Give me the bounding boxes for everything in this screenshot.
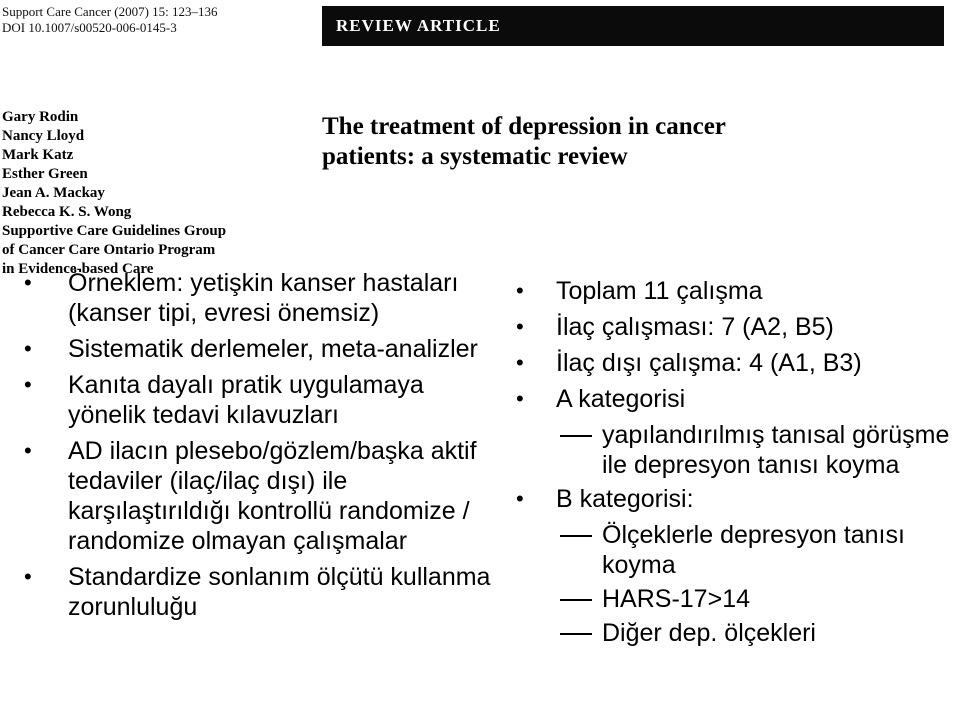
bullet-item: [516, 276, 960, 306]
bullet-text: Toplam 11 çalışma: [556, 277, 763, 305]
bullet-icon: •: [516, 314, 524, 339]
bullet-item: [24, 334, 504, 364]
article-type-label: REVIEW ARTICLE: [336, 16, 501, 35]
left-bullet-column: [24, 268, 504, 628]
author-name: Gary Rodin: [2, 109, 79, 125]
author-name: Esther Green: [2, 166, 88, 182]
paper-title-line-2: patients: a systematic review: [322, 143, 628, 170]
bullet-icon: •: [24, 372, 32, 397]
bullet-icon: •: [516, 486, 524, 511]
sub-bullet-text: HARS-17>14: [602, 585, 750, 613]
dash-icon: [560, 535, 592, 537]
bullet-text: B kategorisi:: [556, 485, 694, 513]
bullet-text: Kanıta dayalı pratik uygulamaya yönelik tedavi kılavuzları: [68, 371, 424, 429]
article-type-banner: [322, 6, 944, 46]
bullet-text: Sistematik derlemeler, meta-analizler: [68, 335, 478, 363]
bullet-text: Standardize sonlanım ölçütü kullanma zorunluluğu: [68, 563, 491, 621]
bullet-item: [516, 484, 960, 514]
bullet-item: [516, 384, 960, 414]
right-bullet-list: [516, 276, 960, 648]
dash-icon: [560, 633, 592, 635]
bullet-item: [516, 312, 960, 342]
sub-bullet-item: [516, 420, 960, 480]
bullet-icon: •: [516, 386, 524, 411]
bullet-item: [24, 562, 504, 622]
bullet-text: Örneklem: yetişkin kanser hastaları (kanser tipi, evresi önemsiz): [68, 269, 459, 327]
bullet-text: İlaç dışı çalışma: 4 (A1, B3): [556, 349, 862, 377]
sub-bullet-text: Diğer dep. ölçekleri: [602, 619, 816, 647]
bullet-icon: •: [24, 438, 32, 463]
sub-bullet-text: Ölçeklerle depresyon tanısı koyma: [602, 521, 905, 579]
dash-icon: [560, 599, 592, 601]
bullet-icon: •: [516, 350, 524, 375]
bullet-text: AD ilacın plesebo/gözlem/başka aktif tedaviler (ilaç/ilaç dışı) ile karşılaştırıldığı kontrollü randomize / randomize olmayan çalışmalar: [68, 437, 477, 555]
right-bullet-column: [516, 276, 960, 652]
author-group: in Evidence-based Care: [2, 261, 154, 277]
journal-citation: [2, 4, 218, 36]
sub-bullet-item: [516, 520, 960, 580]
author-group: Supportive Care Guidelines Group: [2, 223, 227, 239]
citation-line-2: DOI 10.1007/s00520-006-0145-3: [2, 20, 177, 35]
paper-title-line-1: The treatment of depression in cancer: [322, 113, 726, 140]
bullet-item: [24, 370, 504, 430]
bullet-icon: •: [516, 278, 524, 303]
bullet-item: [516, 348, 960, 378]
bullet-text: A kategorisi: [556, 385, 686, 413]
sub-bullet-text: yapılandırılmış tanısal görüşme ile depresyon tanısı koyma: [602, 421, 950, 479]
author-name: Rebecca K. S. Wong: [2, 204, 132, 220]
author-list: [2, 108, 226, 279]
bullet-item: [24, 436, 504, 556]
author-name: Nancy Lloyd: [2, 128, 85, 144]
bullet-icon: •: [24, 336, 32, 361]
left-bullet-list: [24, 268, 504, 622]
sub-bullet-item: [516, 584, 960, 614]
author-group: of Cancer Care Ontario Program: [2, 242, 216, 258]
author-name: Mark Katz: [2, 147, 74, 163]
dash-icon: [560, 435, 592, 437]
sub-bullet-item: [516, 618, 960, 648]
citation-line-1: Support Care Cancer (2007) 15: 123–136: [2, 4, 218, 19]
paper-title: [322, 112, 942, 172]
bullet-icon: •: [24, 270, 32, 295]
bullet-item: [24, 268, 504, 328]
bullet-text: İlaç çalışması: 7 (A2, B5): [556, 313, 834, 341]
author-name: Jean A. Mackay: [2, 185, 105, 201]
bullet-icon: •: [24, 564, 32, 589]
